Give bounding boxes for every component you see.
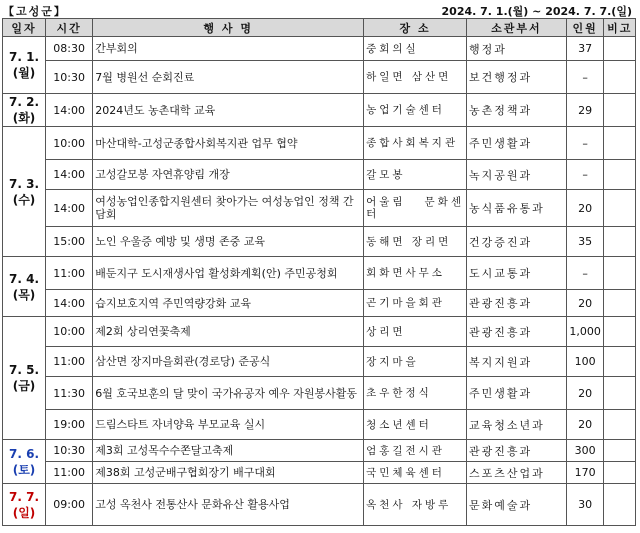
event-name-cell: 여성농업인종합지원센터 찾아가는 여성농업인 정책 간담회 [93,190,364,227]
dept-cell: 농촌정책과 [466,94,566,127]
place-cell: 국민체육센터 [364,462,467,484]
place-cell: 곤기마을회관 [364,290,467,317]
count-cell: – [566,127,604,160]
dept-cell: 주민생활과 [466,377,566,410]
col-header-date: 일자 [3,19,46,37]
count-cell: 300 [566,440,604,462]
date-cell: 7. 3. (수) [3,127,46,257]
dept-cell: 녹지공원과 [466,160,566,190]
time-cell: 09:00 [46,484,93,526]
note-cell [604,94,636,127]
event-name-cell: 고성갈모봉 자연휴양림 개장 [93,160,364,190]
table-row [3,410,636,440]
note-cell [604,290,636,317]
dept-cell: 행정과 [466,37,566,61]
time-cell: 19:00 [46,410,93,440]
date-cell: 7. 6. (토) [3,440,46,484]
note-cell [604,440,636,462]
header-row [3,19,636,37]
note-cell [604,160,636,190]
table-row [3,347,636,377]
count-cell: 20 [566,377,604,410]
table-row [3,190,636,227]
place-cell: 옥천사 자방루 [364,484,467,526]
count-cell: 20 [566,410,604,440]
count-cell: 170 [566,462,604,484]
note-cell [604,127,636,160]
event-name-cell: 제2회 상리연꽃축제 [93,317,364,347]
time-cell: 08:30 [46,37,93,61]
table-row [3,440,636,462]
table-row [3,377,636,410]
col-header-count: 인원 [566,19,604,37]
place-cell: 종합사회복지관 [364,127,467,160]
place-cell: 농업기술센터 [364,94,467,127]
col-header-dept: 소관부서 [466,19,566,37]
dept-cell: 관광진흥과 [466,290,566,317]
time-cell: 14:00 [46,94,93,127]
time-cell: 11:00 [46,462,93,484]
time-cell: 11:00 [46,257,93,290]
event-name-cell: 7월 병원선 순회진료 [93,61,364,94]
note-cell [604,190,636,227]
report-header [0,0,640,18]
event-name-cell: 간부회의 [93,37,364,61]
table-row [3,160,636,190]
note-cell [604,484,636,526]
event-name-cell: 6월 호국보훈의 달 맞이 국가유공자 예우 자원봉사활동 [93,377,364,410]
dept-cell: 교육청소년과 [466,410,566,440]
time-cell: 10:00 [46,317,93,347]
place-cell: 엄홍길전시관 [364,440,467,462]
dept-cell: 관광진흥과 [466,317,566,347]
note-cell [604,462,636,484]
table-row [3,257,636,290]
place-cell: 청소년센터 [364,410,467,440]
time-cell: 10:30 [46,61,93,94]
note-cell [604,37,636,61]
place-cell: 초우한정식 [364,377,467,410]
table-row [3,37,636,61]
note-cell [604,347,636,377]
count-cell: 35 [566,227,604,257]
event-name-cell: 노인 우울증 예방 및 생명 존중 교육 [93,227,364,257]
count-cell: 100 [566,347,604,377]
table-row [3,227,636,257]
table-row [3,290,636,317]
event-name-cell: 습지보호지역 주민역량강화 교육 [93,290,364,317]
place-cell: 하일면 삼산면 [364,61,467,94]
event-name-cell: 마산대학-고성군종합사회복지관 업무 협약 [93,127,364,160]
count-cell: – [566,160,604,190]
count-cell: 20 [566,190,604,227]
period-range: 2024. 7. 1.(월) ~ 2024. 7. 7.(일) [441,5,632,18]
count-cell: 20 [566,290,604,317]
table-row [3,127,636,160]
place-cell: 회화면사무소 [364,257,467,290]
schedule-body [3,37,636,526]
note-cell [604,61,636,94]
count-cell: 30 [566,484,604,526]
date-cell: 7. 5. (금) [3,317,46,440]
dept-cell: 문화예술과 [466,484,566,526]
count-cell: 37 [566,37,604,61]
dept-cell: 보건행정과 [466,61,566,94]
note-cell [604,317,636,347]
table-row [3,61,636,94]
place-cell: 갈모봉 [364,160,467,190]
dept-cell: 스포츠산업과 [466,462,566,484]
date-cell: 7. 4. (목) [3,257,46,317]
dept-cell: 도시교통과 [466,257,566,290]
place-cell: 상리면 [364,317,467,347]
event-name-cell: 제38회 고성군배구협회장기 배구대회 [93,462,364,484]
dept-cell: 농식품유통과 [466,190,566,227]
place-cell: 장지마을 [364,347,467,377]
time-cell: 11:00 [46,347,93,377]
note-cell [604,377,636,410]
time-cell: 10:00 [46,127,93,160]
dept-cell: 주민생활과 [466,127,566,160]
time-cell: 15:00 [46,227,93,257]
event-name-cell: 2024년도 농촌대학 교육 [93,94,364,127]
date-cell: 7. 1. (월) [3,37,46,94]
event-name-cell: 제3회 고성목수수쫀달고축제 [93,440,364,462]
place-cell: 어울림 문화센터 [364,190,467,227]
count-cell: – [566,257,604,290]
event-name-cell: 고성 옥천사 전통산사 문화유산 활용사업 [93,484,364,526]
col-header-note: 비고 [604,19,636,37]
time-cell: 11:30 [46,377,93,410]
dept-cell: 복지지원과 [466,347,566,377]
region-badge: 【고성군】 [3,5,67,18]
count-cell: 1,000 [566,317,604,347]
event-name-cell: 배둔지구 도시재생사업 활성화계획(안) 주민공청회 [93,257,364,290]
table-row [3,317,636,347]
col-header-place: 장 소 [364,19,467,37]
date-cell: 7. 2. (화) [3,94,46,127]
schedule-table [2,18,636,526]
table-row [3,94,636,127]
dept-cell: 관광진흥과 [466,440,566,462]
time-cell: 14:00 [46,190,93,227]
event-name-cell: 삼산면 장지마을회관(경로당) 준공식 [93,347,364,377]
note-cell [604,257,636,290]
dept-cell: 건강증진과 [466,227,566,257]
note-cell [604,227,636,257]
col-header-time: 시간 [46,19,93,37]
col-header-event: 행 사 명 [93,19,364,37]
count-cell: – [566,61,604,94]
date-cell: 7. 7. (일) [3,484,46,526]
table-row [3,484,636,526]
place-cell: 중회의실 [364,37,467,61]
event-name-cell: 드림스타트 자녀양육 부모교육 실시 [93,410,364,440]
note-cell [604,410,636,440]
time-cell: 10:30 [46,440,93,462]
table-row [3,462,636,484]
place-cell: 동해면 장리면 [364,227,467,257]
time-cell: 14:00 [46,290,93,317]
time-cell: 14:00 [46,160,93,190]
count-cell: 29 [566,94,604,127]
